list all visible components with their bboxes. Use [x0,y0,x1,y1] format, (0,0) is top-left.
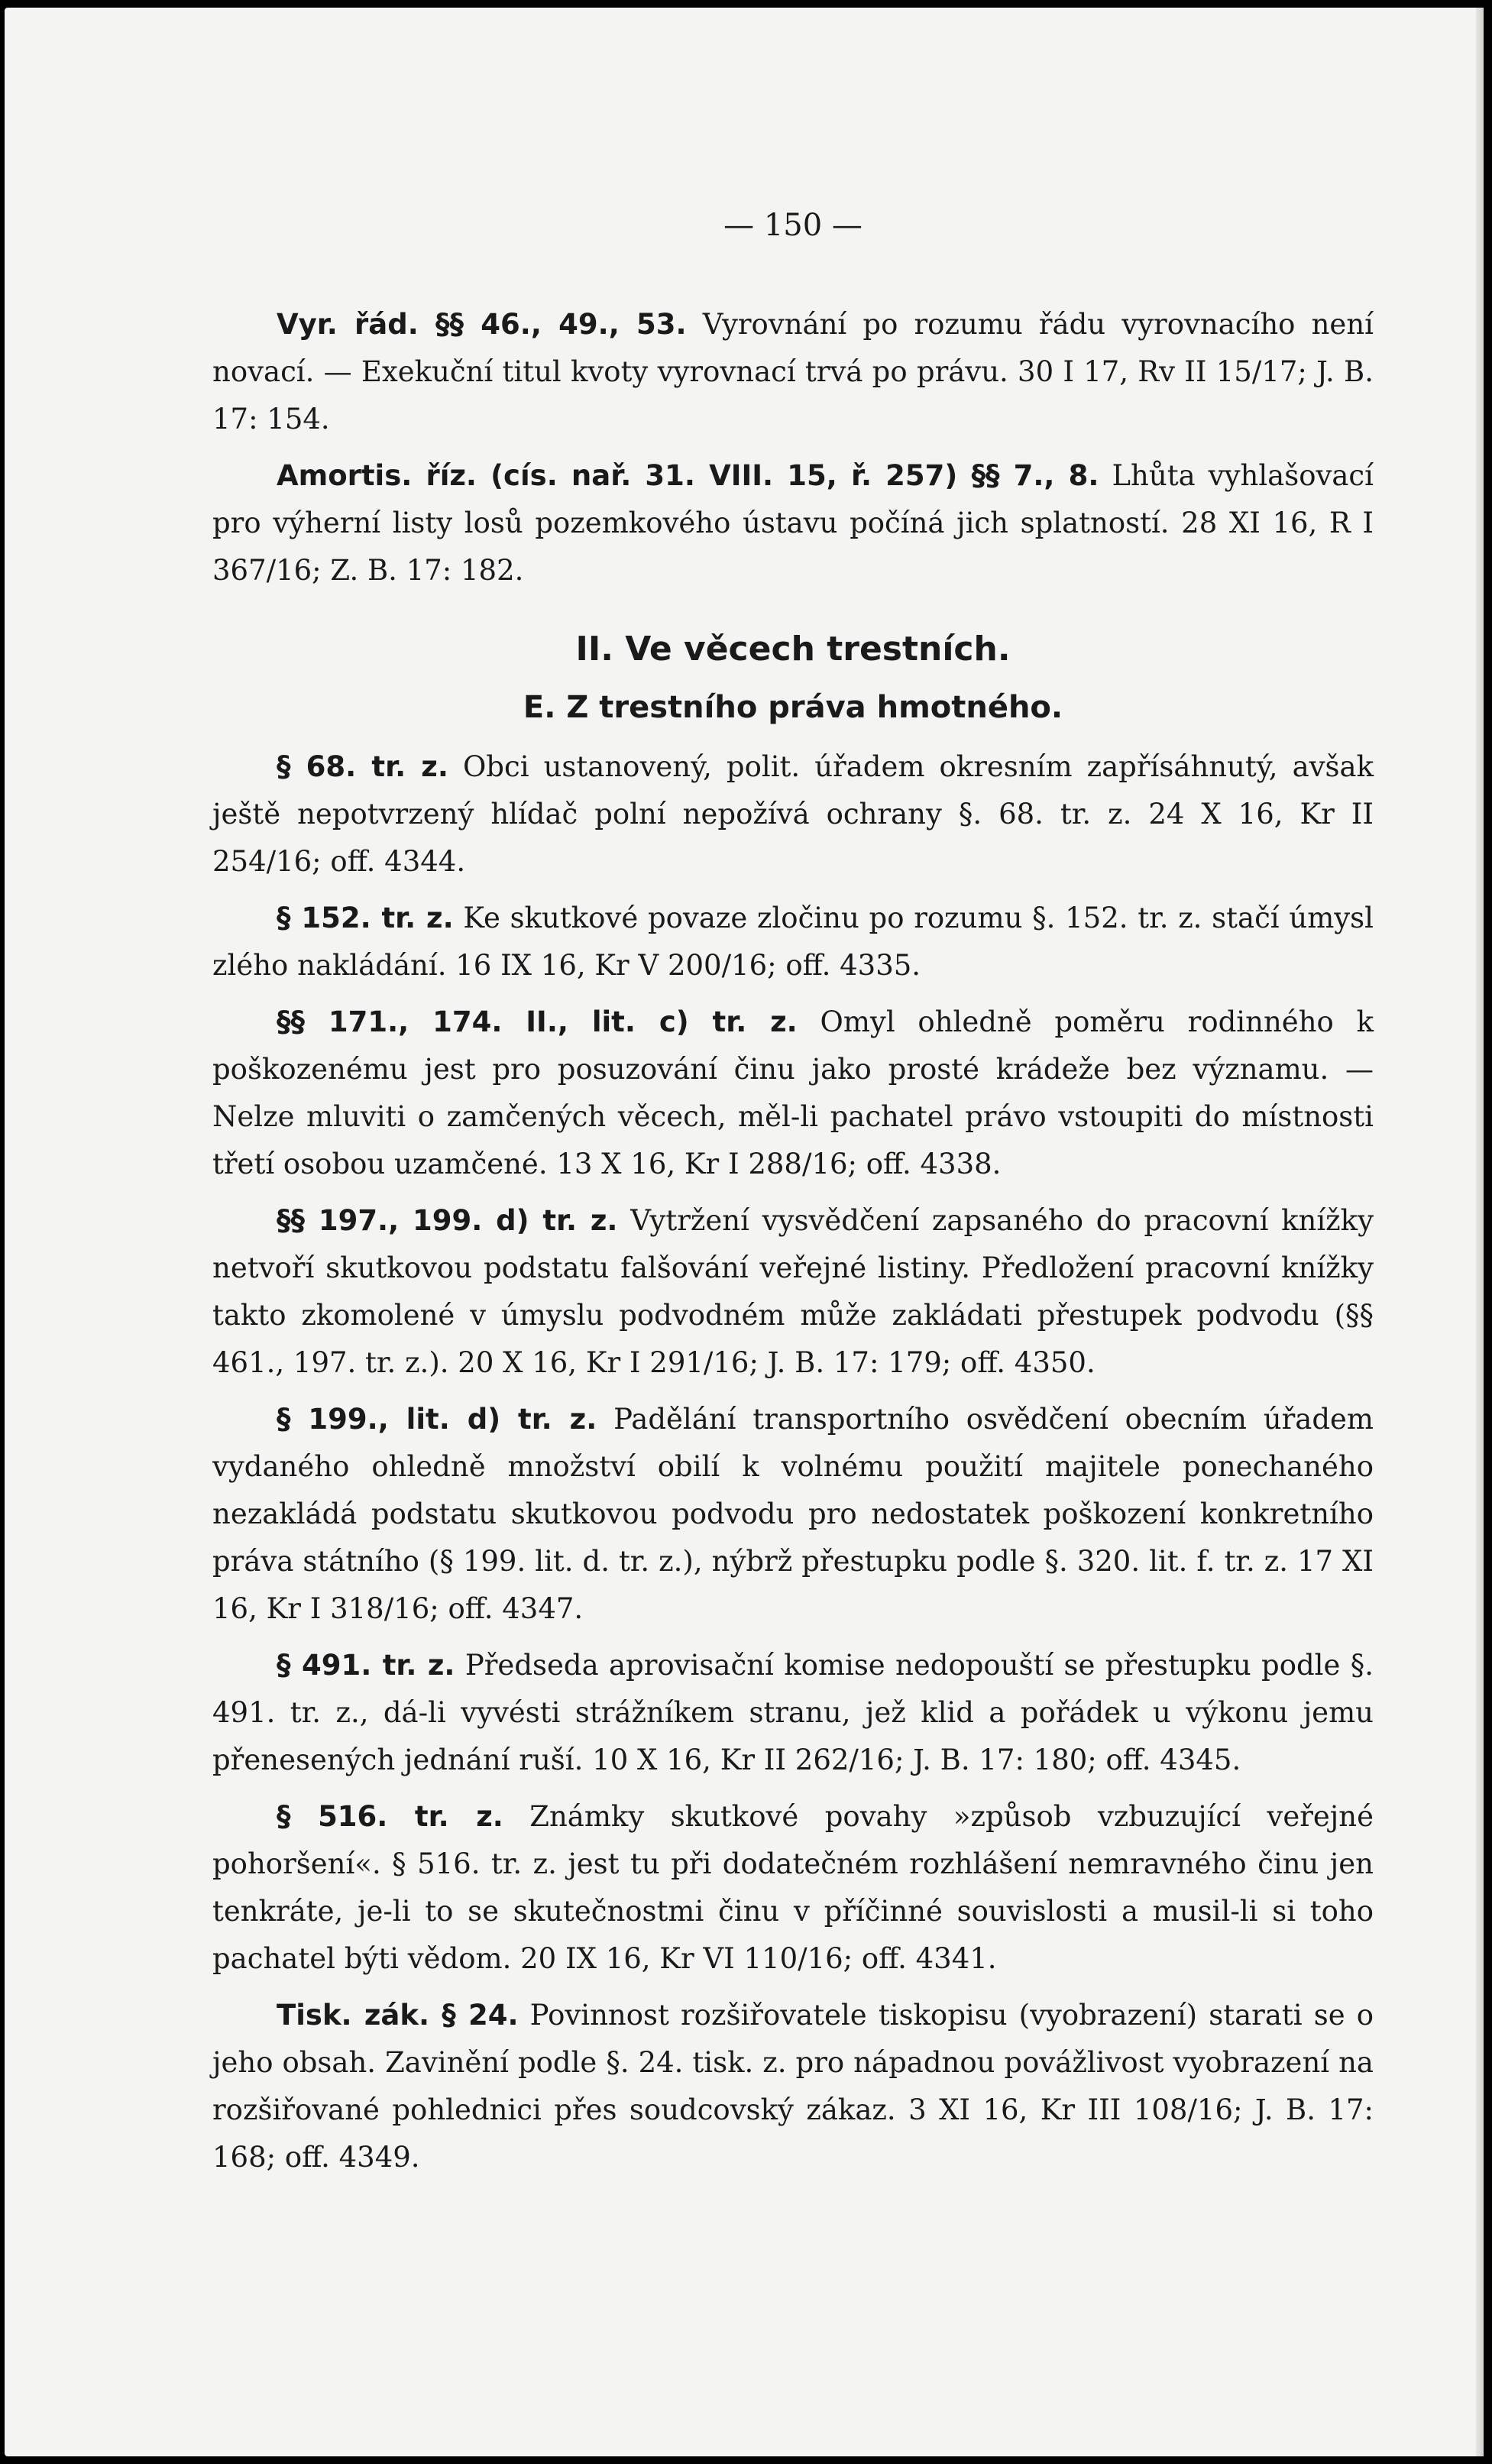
entry-lead: § 491. tr. z. [277,1649,455,1682]
entry-text: Omyl ohledně poměru rodinného k poškozenému jest pro posuzování činu jako prosté krádeže bez významu. — Nelze mluviti o zamčených věcech, měl-li pachatel právo vstoupiti do místnosti třetí osobou uzamčené. 13 X 16, Kr I 288/16; off. 4338. [212,1005,1374,1180]
entry-par-199 [212,1396,1374,1633]
entry-lead: § 68. tr. z. [277,750,448,783]
section-heading: II. Ve věcech trestních. [575,630,1011,669]
entry-amortis [212,452,1374,594]
entry-par-152 [212,895,1374,989]
entry-text: Padělání transportního osvědčení obecním úřadem vydaného ohledně množství obilí k volnému použití majitele ponechaného nezakládá podstatu skutkovou podvodu pro nedostatek poškození konkretního práva státního (§ 199. lit. d. tr. z.), nýbrž přestupku podle §. 320. lit. f. tr. z. 17 XI 16, Kr I 318/16; off. 4347. [212,1403,1374,1625]
entry-text: Ke skutkové povaze zločinu po rozumu §. 152. tr. z. stačí úmysl zlého nakládání. 16 IX 16, Kr V 200/16; off. 4335. [212,902,1374,982]
entry-text: Vyrovnání po rozumu řádu vyrovnacího není novací. — Exekuční titul kvoty vyrovnací trvá po právu. 30 I 17, Rv II 15/17; J. B. 17: 154. [212,308,1374,435]
entry-text: Předseda aprovisační komise nedopouští se přestupku podle §. 491. tr. z., dá-li vyvésti strážníkem stranu, jež klid a pořádek u výkonu jemu přenesených jednání ruší. 10 X 16, Kr II 262/16; J. B. 17: 180; off. 4345. [212,1649,1374,1776]
entry-lead: §§ 171., 174. II., lit. c) tr. z. [277,1005,798,1038]
entry-tisk-zak [212,1992,1374,2181]
entry-par-197-199 [212,1197,1374,1387]
entry-text: Vytržení vysvědčení zapsaného do pracovní knížky netvoří skutkovou podstatu falšování veřejné listiny. Předložení pracovní knížky takto zkomolené v úmyslu podvodném může zakládati přestupek podvodu (§§ 461., 197. tr. z.). 20 X 16, Kr I 291/16; J. B. 17: 179; off. 4350. [212,1204,1374,1379]
entry-text: Povinnost rozšiřovatele tiskopisu (vyobrazení) starati se o jeho obsah. Zavinění podle §. 24. tisk. z. pro nápadnou povážlivost vyobrazení na rozšiřované pohlednici přes soudcovský zákaz. 3 XI 16, Kr III 108/16; J. B. 17: 168; off. 4349. [212,1999,1374,2174]
entry-lead: § 152. tr. z. [277,902,454,934]
entry-lead: Tisk. zák. § 24. [277,1999,519,2032]
entry-lead: Vyr. řád. §§ 46., 49., 53. [277,308,687,341]
entry-par-516 [212,1793,1374,1983]
entry-par-171-174 [212,999,1374,1188]
page-edge [1476,8,1484,2456]
subsection-heading: E. Z trestního práva hmotného. [523,690,1063,725]
page-content [212,208,1374,2190]
entry-lead: § 199., lit. d) tr. z. [277,1403,597,1436]
entry-text: Obci ustanovený, polit. úřadem okresním zapřísáhnutý, avšak ještě nepotvrzený hlídač polní nepožívá ochrany §. 68. tr. z. 24 X 16, Kr II 254/16; off. 4344. [212,750,1374,878]
entry-par-491 [212,1642,1374,1784]
book-page [5,8,1484,2456]
entry-vyr-rad [212,301,1374,443]
page-number: — 150 — [723,208,863,243]
entry-text: Lhůta vyhlašovací pro výherní listy losů pozemkového ústavu počíná jich splatností. 28 XI 16, R I 367/16; Z. B. 17: 182. [212,459,1374,587]
entry-par-68 [212,743,1374,886]
entry-lead: § 516. tr. z. [277,1800,503,1833]
entry-text: Známky skutkové povahy »způsob vzbuzující veřejné pohoršení«. § 516. tr. z. jest tu při dodatečném rozhlášení nemravného činu jen tenkráte, je-li to se skutečnostmi činu v příčinné souvislosti a musil-li si toho pachatel býti vědom. 20 IX 16, Kr VI 110/16; off. 4341. [212,1800,1374,1975]
entry-lead: Amortis. říz. (cís. nař. 31. VIII. 15, ř. 257) §§ 7., 8. [277,459,1099,492]
entry-lead: §§ 197., 199. d) tr. z. [277,1204,618,1237]
